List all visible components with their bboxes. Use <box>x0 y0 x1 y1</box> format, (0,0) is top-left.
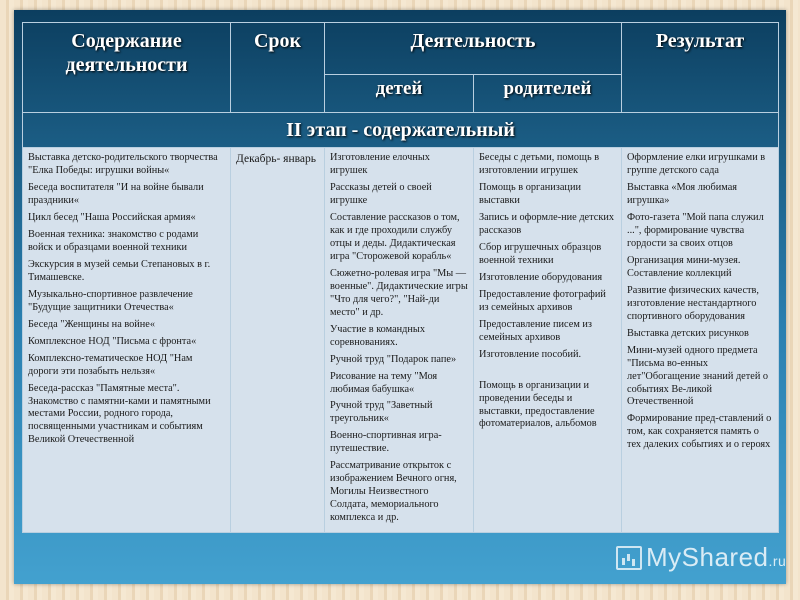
content-item: Беседа-рассказ "Памятные места". Знакомство с памятни-ками и памятными местами России, родного города, посвященными участникам и событиям Великой Отечественной <box>28 382 211 446</box>
content-list <box>28 152 225 447</box>
slide <box>14 10 786 584</box>
content-item: Военная техника: знакомство с родами войск и образцами военной техники <box>28 228 199 253</box>
parents-item <box>479 366 616 376</box>
stage-title: II этап - содержательный <box>23 113 779 148</box>
content-item: Комплексное НОД "Письма с фронта« <box>28 335 197 347</box>
result-item: Формирование пред-ставлений о том, как сохраняется память о тех далеких событиях и о героях <box>627 413 772 451</box>
result-cell <box>622 148 779 533</box>
result-list <box>627 152 773 452</box>
children-item: Участие в командных соревнованиях. <box>330 323 425 348</box>
content-item: Беседа "Женщины на войне« <box>28 318 156 330</box>
header-content: Содержание деятельности <box>23 23 231 113</box>
header-activity: Деятельность <box>325 23 622 75</box>
watermark-brand: MyShared <box>646 542 769 572</box>
header-parents: родителей <box>474 75 622 113</box>
term-value: Декабрь- январь <box>236 153 316 165</box>
children-item: Военно-спортивная игра-путешествие. <box>330 430 442 455</box>
content-item: Музыкально-спортивное развлечение "Будущие защитники Отечества« <box>28 288 193 313</box>
parents-cell <box>474 148 622 533</box>
children-cell <box>325 148 474 533</box>
children-item: Изготовление елочных игрушек <box>330 152 430 176</box>
parents-item: Помощь в организации и проведении беседы и выставки, предоставление фотоматериалов, альбомов <box>479 379 597 430</box>
content-item: Выставка детско-родительского творчества "Елка Победы: игрушки войны« <box>28 152 218 176</box>
children-item: Составление рассказов о том, как и где проходили службу отцы и деды. Дидактическая игра "Сторожевой корабль« <box>330 211 460 262</box>
parents-item: Беседы с детьми, помощь в изготовлении игрушек <box>479 152 600 176</box>
result-item: Выставка «Моя любимая игрушка» <box>627 181 738 206</box>
children-item: Ручной труд "Подарок папе» <box>330 353 457 365</box>
parents-item: Сбор игрушечных образцов военной техники <box>479 241 602 266</box>
children-item: Рассматривание открыток с изображением Вечного огня, Могилы Неизвестного Солдата, мемориального комплекса и др. <box>330 460 457 524</box>
children-list <box>330 152 468 525</box>
header-result: Результат <box>622 23 779 113</box>
content-item: Цикл бесед "Наша Российская армия« <box>28 211 196 223</box>
content-item: Беседа воспитателя "И на войне бывали праздники« <box>28 181 204 206</box>
result-item: Оформление елки игрушками в группе детского сада <box>627 152 766 176</box>
result-item: Фото-газета "Мой папа служил ...", формирование чувства гордости за своих отцов <box>627 211 764 249</box>
parents-item: Предоставление писем из семейных архивов <box>479 318 592 343</box>
content-item: Экскурсия в музей семьи Степановых в г. Тимашевске. <box>28 258 211 283</box>
parents-item: Изготовление оборудования <box>479 271 603 283</box>
parents-item: Запись и оформле-ние детских рассказов <box>479 211 614 236</box>
result-item: Развитие физических качеств, изготовление нестандартного спортивного оборудования <box>627 284 759 322</box>
term-cell <box>231 148 325 533</box>
header-term: Срок <box>231 23 325 113</box>
children-item: Сюжетно-ролевая игра "Мы — военные". Дидактические игры "Что для чего?", "Най-ди место" и др. <box>330 267 468 318</box>
content-cell <box>23 148 231 533</box>
activity-table <box>22 22 779 533</box>
watermark-suffix: ru <box>772 553 786 569</box>
watermark-text: MyShared.ru <box>646 542 786 572</box>
chart-icon <box>616 546 642 570</box>
children-item: Рассказы детей о своей игрушке <box>330 181 432 206</box>
parents-item: Изготовление пособий. <box>479 348 582 360</box>
parents-item: Предоставление фотографий из семейных архивов <box>479 288 606 313</box>
result-item: Организация мини-музея. Составление коллекций <box>627 254 741 279</box>
result-item: Мини-музей одного предмета "Письма во-енных лет"Обогащение знаний детей о событиях Ве-ликой Отечественной <box>627 344 769 408</box>
content-item: Комплексно-тематическое НОД "Нам дороги эти позабыть нельзя« <box>28 352 193 377</box>
header-children: детей <box>325 75 474 113</box>
children-item: Рисование на тему "Моя любимая бабушка« <box>330 370 438 395</box>
parents-list <box>479 152 616 431</box>
children-item: Ручной труд "Заветный треугольник« <box>330 400 433 425</box>
result-item: Выставка детских рисунков <box>627 327 749 339</box>
watermark <box>612 540 786 584</box>
parents-item: Помощь в организации выставки <box>479 181 581 206</box>
